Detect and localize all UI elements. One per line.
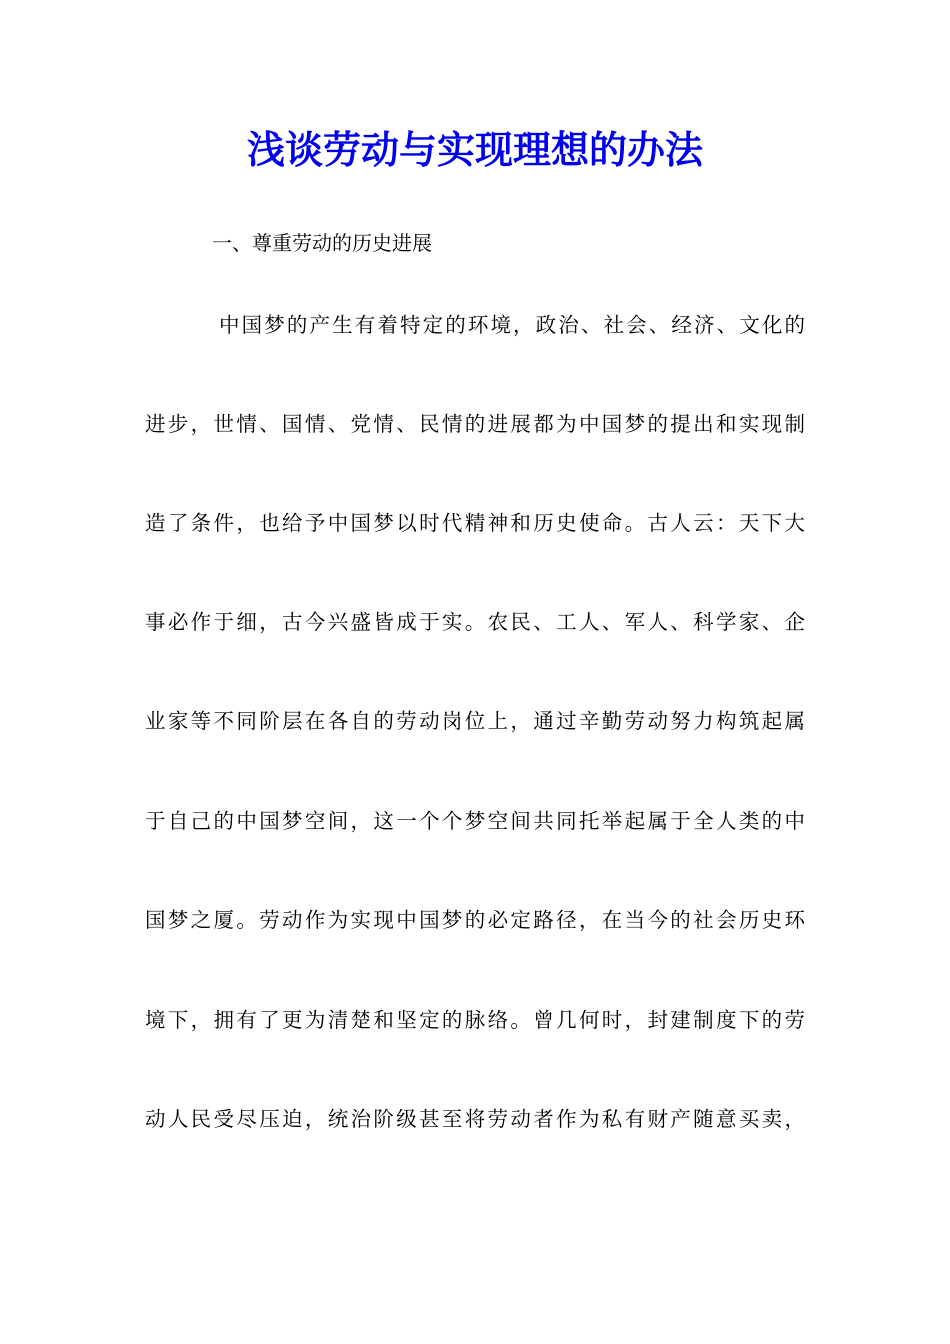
- paragraph-line-7: 国梦之厦。劳动作为实现中国梦的必定路径，在当今的社会历史环: [145, 908, 805, 932]
- paragraph-line-2: 进步，世情、国情、党情、民情的进展都为中国梦的提出和实现制: [145, 412, 805, 436]
- paragraph-line-8: 境下，拥有了更为清楚和坚定的脉络。曾几何时，封建制度下的劳: [145, 1008, 805, 1032]
- document-title: 浅谈劳动与实现理想的办法: [246, 127, 703, 172]
- paragraph-line-1: 中国梦的产生有着特定的环境，政治、社会、经济、文化的: [219, 313, 805, 337]
- paragraph-line-3: 造了条件，也给予中国梦以时代精神和历史使命。古人云：天下大: [145, 511, 805, 535]
- section-heading: 一、尊重劳动的历史进展: [212, 231, 432, 255]
- paragraph-line-5: 业家等不同阶层在各自的劳动岗位上，通过辛勤劳动努力构筑起属: [145, 709, 805, 733]
- paragraph-line-4: 事必作于细，古今兴盛皆成于实。农民、工人、军人、科学家、企: [145, 610, 805, 634]
- paragraph-line-9: 动人民受尽压迫，统治阶级甚至将劳动者作为私有财产随意买卖，: [145, 1107, 805, 1131]
- paragraph-line-6: 于自己的中国梦空间，这一个个梦空间共同托举起属于全人类的中: [145, 809, 805, 833]
